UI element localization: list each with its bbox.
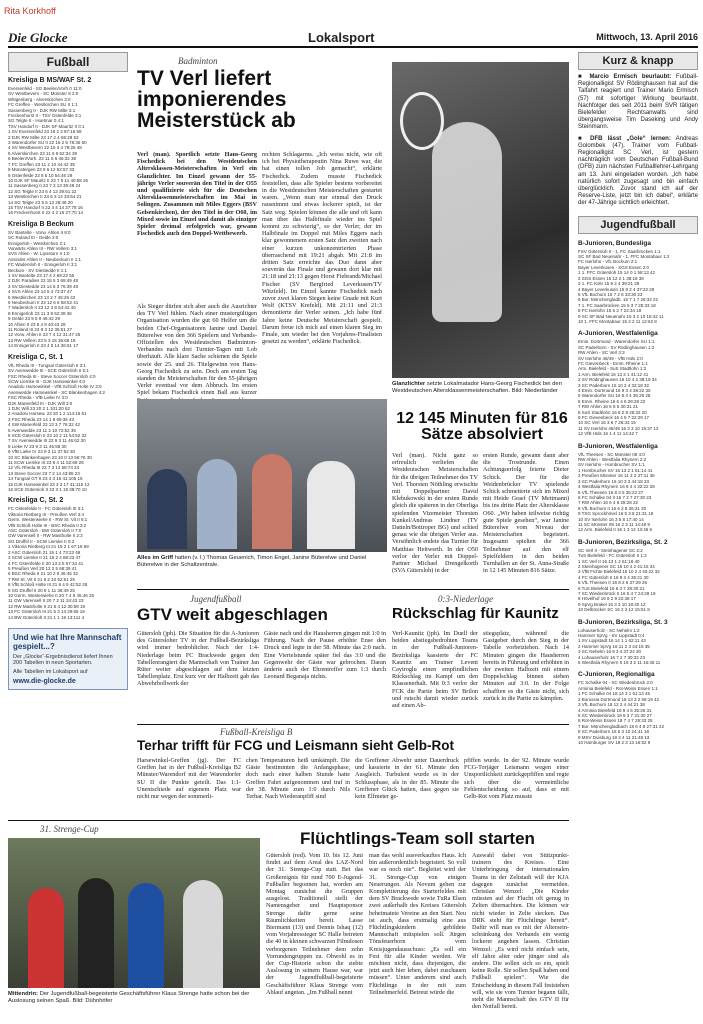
table-row: 2 Preußen Münster 16 11 3 2 37:11 36 xyxy=(578,473,655,479)
table-row: Assinder Ahlen II - Neubeckum II 1:1 xyxy=(8,256,82,262)
table-row: 5 SC Wiedenbrück 18 8 3 7 31:30 27 xyxy=(578,712,652,718)
right-sidebar xyxy=(578,52,698,1020)
table-row: 3 1. FC Köln 15 9 2 4 39:21 29 xyxy=(578,281,640,287)
gtv-kicker: Jugendfußball xyxy=(190,594,242,604)
table-title: B-Junioren, Bezirksliga, St. 3 xyxy=(578,618,668,626)
kaunitz-body-col1: Verl-Kaunitz (jph). Im Duell der beiden abstiegsbedrohten Teams in der Fußball-Junioren-Bezirksliga kassierte der FC Kaunitz am Trainer Levent Cayiroglu einen empfindlichen Rückschlag im Kampf um den Klassenerhalt. Mit 0:3 verlor der FCK die Partie beim SV Brilon und rutscht damit wieder zurück auf einen Ab- xyxy=(392,630,478,710)
caption-bold: Mittendrin: xyxy=(8,991,38,997)
table-row: SVS Ahlen - W. Lipsstorn II 1:0 xyxy=(8,251,70,257)
kaunitz-headline: Rückschlag für Kaunitz xyxy=(392,606,559,621)
table-row: FSC Rheda III - Steve Soccer Gütersloh 4:0 xyxy=(8,373,96,379)
table-row: 14 BW Gütersloh II 21 1 1 19 13:111 4 xyxy=(8,614,85,620)
short-notes xyxy=(578,74,698,208)
refugees-body-col3: Auswahl dabei von Stützpunkt-trainern des Kreises. Eine Unterbringung der internationalen Teams in der Zeltstadt will der KJA dagegen zunächst vermeiden. Christian Wenzel: „Die Kinder müssten auf der Flucht oft genug in Zelten übernachten. Die können wir nicht wieder in Zelte stecken. Das DRK steht für Flüchtlinge bereit“. Dafür will man es mit der Alterseinschränkung des Verbands ein wenig lockerer angehen lassen. Christian Wenzel: „Es wird nicht einfach sein, elf Jahre alter oder jünger sind als andere. Die sollen sich so ein, spielt keine Rolle. Sie sollen Spaß haben und Fußball spielen“. Wie die Entscheidung in diesem Fall feststehen will, wie sie vom Turnier begann fällt, steht die Mannschaft des GTV II für den Notfall bereit. xyxy=(472,852,569,1011)
table-row: 14 Ennigerloh II 23 4 5 14 36:61 17 xyxy=(8,343,79,349)
table-row: 8 SuS Stadtlohn 16 6 2 8 25:32 20 xyxy=(578,409,647,415)
ad-link[interactable]: www.die-glocke.de xyxy=(13,677,76,685)
organizers-caption xyxy=(137,555,387,575)
table-row: 10 DJK SF Mauritz II 23 7 5 11 40:58 26 xyxy=(8,177,88,183)
table-row: 7 FC Greffen 23 11 2 10 44:42 35 xyxy=(8,161,75,167)
table-row: 4 Bayer Leverkusen 15 9 2 4 37:22 29 xyxy=(578,286,655,292)
terhar-body-col3: die Greffener Abwehr unter Dauerdruck und kassierte in der 61. Minute den Ausgleich. Turbulent wurde es in der Schlussphase, als in der 85. Minute die Greffener Glück hatten, dass gegen sie kein Elfmeter ge- xyxy=(355,757,459,801)
table-row: 2 SV Rödinghausen 16 10 4 2 38:19 34 xyxy=(578,377,657,383)
table-row: FSV Gütersloh II - 1. FC Saarbrücken 1:1 xyxy=(578,248,661,254)
lead-headline: TV Verl liefert imponierendes Meisterstück ab xyxy=(137,68,296,131)
table-row: TSV Handorf II - DJK SF Mauritz II 0:1 xyxy=(8,123,85,129)
table-row: 7 RW Ahlen 16 5 6 5 30:31 21 xyxy=(578,404,638,410)
table-row: 9 FC Gievenbeck 16 4 5 7 22:29 17 xyxy=(578,415,650,421)
table-row: SC Paderborn - SV Rödinghausen 1:2 xyxy=(578,344,655,350)
caption-credit: Bild: Niederländer xyxy=(511,388,558,394)
table-row: 8 Münstergen 23 9 6 12 52:57 33 xyxy=(8,167,75,173)
lead-body-col2: rechten Schlagarms. „Ich weiss nicht, wie oft ich bei Physiotherapeutin Nina Ruwe war, die hat einen tollen Job gemacht“, erklärte Fischedick. Zudem musste Fischedick feststellen, dass alle Spieler bestens vorbereitet in die Westdeutschen Meisterschaften gestartet waren. „Wenn man nur einmal den Druck rausnimmt und etwas lockerer spielt, ist der Satz weg. Spielen können die alle und oft kann man über das Halbfinale wieder ins Spiel kommt zu schwierig“, so der Verler, der im Halbfinale im Doppel mit Miles Eggers nach klar gewonnenem ersten Satz den zweiten nach einer kurzen unkonzentrierten Phase überraschend mit 19:21 abgab. Mit 21:8 im dritten Satz erreichte das Duo dann aber souverän das Finale und gewann dort klar mit 21:18 und 21:13 gegen Horst Fiebrandt/Michael Fischer (SV Bergfried Leverkusen/TV Witzfeld). Im Einzel kannte Fischedick nach zuvor zwei klaren Siegen keine Gnade mit Kurt Wolf (KTSV Krefeld). Mit 21:11 und 21:3 demontierte der Verler seinen. „Ich habe fünf Jahre keine Deutsche Meisterschaft gespielt. Darum freue ich mich auf einen klaren Sieg im Finale, um wieder bei den Vorjahres-Finalisten gesetzt zu werden“, erklärte Fischedick. xyxy=(262,151,382,346)
ad-body: Der „Glocke“-Ergebnisdienst liefert Ihnen 200 Tabellen in neun Sportarten. xyxy=(13,653,113,666)
table-row: 8 FC Iserlohn 15 5 3 7 22:34 18 xyxy=(578,308,642,314)
table-row: Sassenberg II - DJK RW Milte 3:1 xyxy=(8,107,76,113)
table-row: FC Schalke 04 - SC Wiedenbrück 2:0 xyxy=(578,680,653,686)
table-row: 1 1. FFC Gütersloh 15 14 0 1 58:13 42 xyxy=(578,270,656,276)
table-row: 3 SCW Liemke II 21 15 2 4 88:23 47 xyxy=(8,555,81,561)
lead-kicker: Badminton xyxy=(178,56,218,66)
refugees-body-col1: Gütersloh (red). Vom 10. bis 12. Juni findet auf dem Areal des LAZ-Nord der 31. Strenge-Cup statt. Bei das Großereignis für rund 700 E-Jugend-Fußballer begonnen hat, worden am Montag zunächst die Gruppen ausgelost. Traditionell stellt der Namensgeber und Hauptsponsor Strenge dafür gerne seine Räumlichkeiten bereit. Lasse Biermann (13) und Dennis Ishaq (12) vom Vorjahressieger SC Halle betreten die 40 in kleinen schwarzen Filmdosen verborgenen Teilnehmer dem zehn Vorrundengruppen zu. Obwohl es in der Cup-Historie schon die siebte Auslosung in seinem Hause war, war der Jugendfußball-begeisterte Geschäftsführer Klaus Strenge vom Ablauf angetan. „Im Fußball nennt xyxy=(266,852,363,996)
kurz-knapp-box-title: Kurz & knapp xyxy=(578,52,698,70)
table-row: 6 SCE Gütersloh II 23 10 2 11 54:52 32 xyxy=(8,432,87,438)
table-row: 1 Arm. Bielefeld 16 13 2 1 41:12 41 xyxy=(578,371,649,377)
table-row: 1 SC Verl II 16 13 1 2 61:18 40 xyxy=(578,558,640,564)
table-row: SV Iserlohn - Hombrucher SV 1:1 xyxy=(578,462,645,468)
table-title: C-Junioren, Regionalliga xyxy=(578,671,655,679)
table-row: SG Druffel II - SCW Liemke II 0:3 xyxy=(8,538,75,544)
table-row: Anadolu Harsewinkel - VfB Schloß Holte IV 3:0 xyxy=(8,384,102,390)
table-row: Lohauserholz - SC Nehelm 1:2 xyxy=(578,627,640,633)
table-row: 7 RW Ahlen 16 6 4 6 28:28 22 xyxy=(578,500,638,506)
table-row: 1 SV Bantelte 23 17 4 2 69:22 55 xyxy=(8,273,75,278)
table-row: 12 SG Telgte II 23 6 4 13 39:61 22 xyxy=(8,188,77,194)
refugees-headline: Flüchtlings-Team soll starten xyxy=(300,830,535,847)
table-row: Germ. Westerwiehe II - RW St. Vit II 6:1 xyxy=(8,517,88,523)
table-row: 5 VfL Theesen 16 8 3 5 35:22 27 xyxy=(578,489,644,495)
table-row: 2 ASC Gütersloh 21 16 1 4 73:23 49 xyxy=(8,549,81,555)
table-row: 11 Sassenberg II 23 7 3 13 39:48 24 xyxy=(8,183,81,189)
table-row: 14 Tungsal GT II 23 4 3 16 41:105 15 xyxy=(8,476,83,482)
table-row: 2 DJK RW Milte 23 17 2 4 65:28 53 xyxy=(8,134,79,140)
table-row: SV Iserlohn 46/49 - VfB Hüls 2:0 xyxy=(578,355,643,361)
gtv-headline: GTV weit abgeschlagen xyxy=(137,606,328,623)
terhar-kicker: Fußball-Kreisliga B xyxy=(220,727,293,737)
table-title: B-Junioren, Bezirksliga, St. 2 xyxy=(578,538,668,546)
draw-photo xyxy=(8,838,260,988)
table-row: 4 FC Gütersloh II 16 9 3 4 35:21 30 xyxy=(578,574,649,580)
table-row: 8 Ennigerloh 23 11 3 9 52:38 36 xyxy=(8,310,72,316)
terhar-headline: Terhar trifft für FCG und Leismann sieht Gelb-Rot xyxy=(137,739,455,753)
table-row: Hammer SpVg - SV Lippstadt 0:4 xyxy=(578,633,645,639)
table-row: RW Ahlen - SC Verl 3:3 xyxy=(578,350,625,356)
table-row: 3 VfL Bochum 18 12 2 4 44:21 38 xyxy=(578,702,645,708)
note-title: DFB lässt „Gole“ lernen: xyxy=(590,135,671,142)
lead-photo-caption xyxy=(392,381,569,409)
table-row: 16 Freckenhorst II 22 4 2 16 27:70 14 xyxy=(8,210,84,216)
table-row: 10 SC Blankenhagen 23 10 0 13 56:76 30 xyxy=(8,454,92,460)
table-row: Bayer Leverkusen - SGS Essen 2:0 xyxy=(578,264,650,270)
table-row: 7 RW St. Vit II 21 9 2 10 52:51 29 xyxy=(8,576,75,582)
table-row: 8 VfB Schloß Holte III 21 8 4 9 42:52 28 xyxy=(8,582,88,588)
table-row: Viktoria Rietberg III - Preußen Verl 3:4 xyxy=(8,511,84,517)
watermark: Rita Korkhoff xyxy=(4,6,56,16)
table-row: 7 Wadersloh II 23 12 3 8 54:42 40 xyxy=(8,305,76,311)
table-row: 10 1. FFC Montabaur 15 2 2 11 12:62 8 xyxy=(578,318,657,324)
table-row: 11 SC Münster 08 16 2 3 11 14:48 9 xyxy=(578,521,650,527)
table-row: 15 TSV Handorf II 22 4 4 14 27:78 16 xyxy=(8,204,83,210)
score-headline: 12 145 Minuten für 816 Sätze absolviert xyxy=(396,411,568,443)
table-row: 9 TSG Sprockhövel 16 5 3 8 21:31 18 xyxy=(578,511,654,517)
table-row: 8 Lieke IV 23 9 3 11 45:58 30 xyxy=(8,443,67,449)
table-row: Emin. Dortmund - Warendorfer SU 1:1 xyxy=(578,339,655,345)
table-row: 1 Hombrucher SV 16 13 2 1 51:14 41 xyxy=(578,467,653,473)
fussball-box-title: Fußball xyxy=(8,52,128,72)
table-row: 4 Lohauserholz 16 7 2 7 30:32 23 xyxy=(578,654,646,660)
terhar-body-col4: pfiffen wurde. In der 92. Minute wurde FCG-Torjäger Leismann wegen einer Unsportlichkeit zurückgepfiffen und regte sich über die vermeintliche Fehlentscheidung so auf, dass er mit Gelb-Rot vom Platz musste xyxy=(464,757,569,801)
table-title: Kreisliga C, St. 1 xyxy=(8,353,64,361)
table-row: 1 SV Eversenfeld 23 19 2 2 87:16 59 xyxy=(8,129,82,135)
table-row: 2 Hammer SpVg 16 11 2 3 44:19 35 xyxy=(578,643,650,649)
ad-title: Und wie hat Ihre Mannschaft gespielt...? xyxy=(13,632,122,651)
table-row: 9 SpVg Brakel 16 3 3 10 18:40 12 xyxy=(578,601,646,607)
table-row: 2 DJK Paradies 23 15 5 3 69:49 48 xyxy=(8,278,79,284)
table-row: FC Ostenfelde II - FC Gütersloh III 3:1 xyxy=(8,506,85,512)
table-row: 16 SCE Gütersloh II 23 3 1 19 38:70 10 xyxy=(8,487,87,493)
note-title: Marcio Ermisch beurlaubt: xyxy=(589,74,672,80)
table-row: Arm. Bielefeld - SuS Stadtlohn 1:2 xyxy=(578,366,647,372)
table-title: B-Junioren, Bundesliga xyxy=(578,239,651,247)
table-row: 12 VfB Hüls 16 1 4 11 14:42 7 xyxy=(578,431,638,437)
table-row: 12 Vorw. Ahlen II 23 7 4 12 31:47 25 xyxy=(8,332,81,338)
table-row: Eversenfeld - SG Beelen/Vorh 0 11:0 xyxy=(8,86,82,91)
issue-date: Mittwoch, 13. April 2016 xyxy=(596,32,698,42)
table-row: 10 Ahlen II 23 8 4 9 40:43 28 xyxy=(8,321,66,327)
table-row: FC Iserlohn - VfL Bochum 2:1 xyxy=(578,259,638,265)
table-row: ASC Gütersloh - BW Gütersloh II 7:0 xyxy=(8,528,82,534)
table-title: Kreisliga B Beckum xyxy=(8,220,74,228)
gtv-body-col1: Gütersloh (jph). Die Situation für die A-Junioren des Gütersloher TV in der Fußball-Bezirksliga wird immer bedrohlicher. Nach der 1:4-Niederlage beim FC Brackwede gegen den Tabellenrangiert die Mannschaft von Trainer Jan Rüter weiter abgeschlagen auf dem letzten Tabellenplatz. Erst kurz vor der Halbzeit gab das Abwehrbollwerk der xyxy=(137,630,259,688)
jugendfussball-box-title: Jugendfußball xyxy=(578,216,698,234)
newspaper-logo: Die Glocke xyxy=(8,30,68,45)
table-row: 3 SC Paderborn 16 10 3 3 44:18 33 xyxy=(578,478,650,484)
table-row: 5 Warendorfer SU 16 8 4 4 35:25 28 xyxy=(578,393,651,399)
table-row: FC Gievenbeck - Emm. Rheine 1:1 xyxy=(578,360,648,366)
ad-link-prefix: Alle Tabellen im Lokalsport auf xyxy=(13,668,88,675)
table-row: 1 SV Lippstadt 16 14 1 1 62:11 43 xyxy=(578,638,646,644)
table-row: 8 SC Paderborn 18 5 3 10 24:41 18 xyxy=(578,729,650,735)
table-row: 7 Bor. Mönchengladbach 18 6 4 8 27:31 22 xyxy=(578,723,665,729)
table-row: 4 FC Ostenfelde II 20 13 2 5 57:34 41 xyxy=(8,560,84,566)
table-row: 6 Beelen/Vorh. 23 11 5 6 46:32 38 xyxy=(8,156,76,162)
table-row: 12 Arm. Bielefeld II 16 1 3 12 13:46 6 xyxy=(578,527,653,533)
table-row: 2 Steinhagener SC 16 10 4 2 41:16 34 xyxy=(578,563,655,569)
kaunitz-kicker: 0:3-Niederlage xyxy=(438,594,493,604)
table-row: 12 RW Mastholte II 21 5 4 12 30:59 19 xyxy=(8,603,85,609)
table-row: RW Ahlen - Westfalia Rhynern 2:2 xyxy=(578,457,647,463)
table-row: 10 Hamburger SV 18 2 3 13 16:52 9 xyxy=(578,739,651,745)
table-row: 7 SV Avenwedde III 23 9 3 11 46:62 30 xyxy=(8,438,86,444)
youth-tables xyxy=(578,240,698,746)
table-row: 6 Neubeckum II 23 12 6 6 58:52 41 xyxy=(8,300,79,306)
table-title: B-Junioren, Westfalenliga xyxy=(578,442,658,450)
table-row: 14 SG Telgte 23 5 5 13 28:48 20 xyxy=(8,199,73,205)
table-row: 10 SC Verl 16 3 6 7 26:33 15 xyxy=(578,420,636,426)
table-row: 13 FC Gütersloh III 21 5 3 13 29:65 18 xyxy=(8,609,85,615)
table-row: SV Bantelte - Vorw. Ahlen II 8:0 xyxy=(8,229,71,235)
score-body-col1: Verl (man). Nicht ganz so erfreulich verliefen die Westdeutschen Meisterschaften für die übrigen Teilnehmer des TV Verl. Thorsten Nöthling erwischte mit Doppelpartner David Klebukowski in der ersten Runde gleich die späteren in der Oberliga spielenden Vizemeister Thorsten Kunkel/Andreas Lindner (TV Datteln/Bottroper BG) und schied genau wie die übrigen Verler aus. Versöhnlich endete das Turnier für Matthias Heitwerth. In der O50 verlor der Verler mit Doppel-Partner Michael Drengelkorth (SVA Gütersloh) in der xyxy=(392,452,478,575)
lead-body-col1: Als Sieger dürfen sich aber auch die Ausrichter des TV Verl fühlen. Nach einer mustergültigen Organisation wurden die gut 60 Helfer um die beiden Chef-Organisatoren Janine und Daniel Büterelwe von den 366 Spielern und Verbands-Offiziellen des Westdeutschen Badminton-Verbandes nach drei Turnier-Tagen mit Lob überhäuft. Alle klare Sache schienen die Spiele sowie der 25. und 26. Titelgewinn von Hans-Georg Fischedick zu sein. Doch am ersten Tag standen die Meisterschaften für den 55-jährigen Verler eventual vor dem Abbruch. Im ersten Spiel bekam Fischedick einen Ball aus kurzer xyxy=(137,303,257,397)
table-row: 3 VfB Fichte Bielefeld 16 10 2 4 40:22 32 xyxy=(578,569,660,575)
organizers-photo xyxy=(137,399,387,552)
table-row: 4 Emin. Dortmund 16 9 3 4 38:22 30 xyxy=(578,388,651,393)
table-title: Kreisliga B MS/WAF St. 2 xyxy=(8,77,92,84)
table-row: 6 Emm. Rheine 16 6 4 6 29:28 22 xyxy=(578,398,646,404)
table-row: 10 Germ. Westerwiehe II 20 7 4 9 45:46 25 xyxy=(8,592,94,598)
divider xyxy=(137,589,569,590)
table-row: 11 GW Varensell II 20 7 2 11 34:43 23 xyxy=(8,598,84,604)
section-title: Lokalsport xyxy=(308,30,375,45)
table-row: 5 Westfalia Rhynern II 16 3 2 11 16:45 11 xyxy=(578,660,661,666)
table-row: 7 1. FC Saarbrücken 15 5 3 7 25:33 18 xyxy=(578,302,656,308)
refugees-body-col2: man das wohl ausverkauftes Haus. Ich bin außerordentlich begeistert. So voll war es noch nie“. Begleitet wird der 31. Strenge-Cup von einigen Neuerungen. Als Novum gehen zur Komplettierung des Starterfeldes mit dem SV Brackwede sowie TuRa Elsen zwei außerhalb des Kreises Gütersloh beheimatete Vereine an den Start. Neu ist auch, dass erstmalig eine aus Flüchtlingskindern gebildete Mannschaft mitspielen soll. Jürgen Tönsfeuerborn vom Kreisjugendausschuss: „Es soll ein Fest für alle Kinder werden. Wir möchten nicht, dass diejenigen, die jetzt auch hier leben, dabei zuschauen müssen“. Unter anderem sind auch Flüchtlinge in der mit zum Teilnehmerfeld. Betreut würde die xyxy=(369,852,466,996)
caption-bold: Glanzlichter xyxy=(392,381,426,387)
table-row: FC Wadersloh II - Ennigerloh II 3:1 xyxy=(8,262,78,268)
table-row: 2 SGS Essen 15 12 2 1 38:18 38 xyxy=(578,275,644,281)
table-row: 9 Oelde 23 9 5 9 46:42 29 xyxy=(8,316,61,322)
table-row: 8 Hövelhof 16 5 2 9 22:38 17 xyxy=(578,596,636,602)
score-body-col2: ersten Runde, gewann dann aber die Trostrunde. Einen Achtungserfolg feierte Dieter Schick. Der für die Weidenbrücker TV spielende Schick schmetterte sich im Mixed mit Heide Graef (TV Mettmann) bis ins dritte Platz der Altersklasse O60. „Wir haben teilweise richtig gute Spiele gesehen“, war Janine Büterelwe vom Niveau der Meisterschaften begeistert. Insgesamt spielten die 366 Teilnehmer auf den elf Spielfeldern in den beiden Turnhallen an der St. Anna-Straße in 12 145 Minuten 816 Sätze. xyxy=(483,452,569,575)
table-row: 1 Viktoria Rietberg III 21 19 2 1 67:18 59 xyxy=(8,544,89,550)
gtv-body-col2: Gäste nach und die Hausherren gingen mit 1:0 in Führung. Nach der Pause erhöhte Ense den Druck und legte in der 58. Minute das 2:0 nach. Eine Viertelstunde später fiel das 3:0 und die Gegenwehr der Gäste war gebrochen. Daran änderte auch der Ehrentreffer zum 1:3 durch Leonard Beganaja nichts. xyxy=(264,630,386,681)
table-row: 3 SV Diestedde 23 14 6 3 76:39 48 xyxy=(8,283,79,289)
table-row: 10 SV Iserlohn 16 3 5 8 17:40 14 xyxy=(578,516,644,522)
draw-photo-caption xyxy=(8,991,260,1015)
table-row: Freckenhorst II - TSV Ostenfelde 3:1 xyxy=(8,113,82,119)
table-row: 5 Avenwedde 23 11 2 10 72:52 35 xyxy=(8,427,76,433)
table-row: 6 Rot-Weiss Essen 18 7 4 7 29:33 25 xyxy=(578,718,653,724)
table-row: 8 VfL Bochum II 16 6 2 8 26:31 20 xyxy=(578,505,647,511)
table-row: 15 DJK Harsewinkel 23 3 3 17 41:115 12 xyxy=(8,481,90,487)
table-row: GW Varensell II - RW Mastholte II 2:3 xyxy=(8,533,83,539)
table-row: DJK Marienfeld III - DJK Will 3:0 xyxy=(8,400,73,406)
table-row: Vorwärts Ahlen III - RW Vellern 3:1 xyxy=(8,245,77,251)
terhar-body-col2: chen Temperaturen heiß umkämpft. Die Gäste bestimmten die Anfangsphase, doch nach einer halben Stunde hatte Greffen Fahrt aufgenommen und traf in der 38. Minute zum 1:0 durch Nils Terhar. Nach Wiederanpfiff sind xyxy=(246,757,350,801)
table-row: 5 VfL Bochum 15 7 2 6 33:30 23 xyxy=(578,291,643,297)
league-tables xyxy=(8,77,128,620)
table-row: 3 Warendorfer SU II 22 16 2 5 78:35 50 xyxy=(8,140,87,146)
table-row: 11 Roland III 23 8 3 12 36:51 27 xyxy=(8,327,72,333)
table-row: Beckum - SV Diestedde II 1:1 xyxy=(8,267,68,273)
table-row: FSC Rheda - VfB Lieke IV 3:0 xyxy=(8,395,68,401)
caption-text: hatten (v. l.) Thomas Geuenich, Timon Engel, Janine Büterelwe und Daniel Büterelwe in der Schaltzentrale. xyxy=(137,555,367,568)
badminton-player-photo xyxy=(392,62,569,378)
table-row: 6 FC Schalke 04 II 16 7 2 7 27:30 23 xyxy=(578,494,652,500)
table-row: 9 SC SF Bad Neuenahr 15 3 2 10 18:42 11 xyxy=(578,313,664,319)
table-row: 12 VfL Rheda III 23 7 3 13 58:74 24 xyxy=(8,465,80,471)
caption-text: setzte Lokalmatador Hans-Georg Fischedick bei den Westdeutschen Altersklassenmeisterschaften. xyxy=(392,381,562,394)
table-title: Kreisliga C, St. 2 xyxy=(8,497,64,505)
table-row: 9 Ostenfelde 23 8 5 10 54:46 29 xyxy=(8,172,73,178)
table-row: 5 Alverskirchen 23 11 6 6 52:34 39 xyxy=(8,150,77,156)
terhar-body-col1: Harsewinkel-Greffen (jg). Der FC Greffen hat in der Fußball-Kreisliga B2 Münster/Warendorf mit der Warendorfer SU II die Punkte geteilt. Das 1:1-Unentschiede auf eigenem Platz war nicht nur wegen der sommerli- xyxy=(137,757,241,801)
divider xyxy=(8,820,569,821)
table-row: SCW Liemke III - DJK Harsewinkel 4:0 xyxy=(8,378,86,384)
divider xyxy=(137,724,569,725)
table-row: Arminia Bielefeld - Rot-Weiss Essen 1:1 xyxy=(578,685,658,691)
table-row: 13 Westkirchen II 23 6 3 14 33:64 21 xyxy=(8,194,82,200)
masthead xyxy=(8,30,698,48)
table-row: FC Greffen - Westkirchen SU II 1:1 xyxy=(8,102,78,108)
table-row: 3 FSC Rheda 23 14 1 8 69:35 43 xyxy=(8,416,75,422)
table-row: SG Telgte II - Hoetmar 0 4:1 xyxy=(8,118,64,124)
table-row: 9 VfB Lieke IV 23 9 3 11 37:52 30 xyxy=(8,449,75,455)
note-text: Andreas Golombek (47), Trainer vom Fußball-Regionalligist SC Verl, ist gestern nachträglich vom Deutschen Fußball-Bund (DFB) zum nächsten Fußballlehrer-Lehrgang am 13. Juni eingeladen worden. „Ich habe natürlich sofort zugesagt und bin einfach überglücklich. Zuvor stand ich auf der Reserve-Liste, jetzt bin ich dabei“, erklärte der 47-Jährige sichtlich erleichtert. xyxy=(578,135,698,207)
table-row: 10 Delbrücker SC 16 2 2 12 15:51 8 xyxy=(578,607,650,613)
table-row: 4 Arminia Bielefeld 18 9 4 5 35:26 31 xyxy=(578,707,652,713)
table-row: 6 Bor. Mönchengladb. 15 7 1 7 28:32 22 xyxy=(578,297,659,303)
table-row: 11 SCW Liemke III 23 8 4 11 52:69 28 xyxy=(8,460,84,465)
table-row: Avenwedde Harsewinkel - SC Blankenhagen 4:2 xyxy=(8,389,105,395)
table-row: 9 SG Druffel II 20 8 1 11 38:49 25 xyxy=(8,587,75,593)
table-row: 2 Borussia Dortmund 18 13 3 2 58:19 42 xyxy=(578,696,660,702)
caption-bold: Alles im Griff xyxy=(137,555,174,561)
table-row: TuS Bielefeld - FC Gütersloh II 1:3 xyxy=(578,553,647,559)
caption-text: Der Jugendfußball-begeisterte Geschäftsführer Klaus Strenge hatte schon bei der Auslosung seinen Spaß. Bild: Dühnhöfer xyxy=(8,991,250,1004)
table-row: 5 VfL Theesen II 16 8 2 6 37:29 26 xyxy=(578,580,648,586)
results-ad[interactable] xyxy=(8,628,128,690)
note-text: Fußball-Regionalligist SV Rödinghausen hat auf die Talfahrt reagiert und Trainer Mario Ermisch (57) mit sofortiger Wirkung beurlaubt. Nachfolger des seit 2011 beim SVR tätigen Bielefelder Rechtsanwalts sind übergangsweise Tim Daseking und Andy Steinmann. xyxy=(578,74,698,131)
table-row: 1 FC Schalke 04 18 14 3 1 61:13 45 xyxy=(578,691,651,697)
table-row: VfL Rheda III - Tungsal Gütersloh II 3:1 xyxy=(8,362,86,368)
lead-intro: Verl (man). Sportlich setzte Hans-Georg Fischedick bei den Westdeutschen Altersklassen-Meisterschaften in Verl ein Glanzlichter. Im Einzel gewann der 55-jährige Verler souverän den Titel in der O55 und qualifizierte sich für die Deutschen Altersklassenmeisterschaften im Mai in Solingen. Zusammen mit Miles Eggers (BSV Gelsenkirchen), der den Titel in der O60, im Mixed sowie im Einzel und damit als einziger Spieler dreimal erfolgreich war, gewann Fischedick auch den Doppel-Wettbewerb. xyxy=(137,151,257,238)
table-row: 2 Anadolu Harsew. 23 20 1 2 114:16 61 xyxy=(8,411,87,417)
refugees-kicker: 31. Strenge-Cup xyxy=(40,824,99,834)
table-row: 4 Westfalia Rhynern 16 8 4 4 32:22 28 xyxy=(578,484,655,490)
table-row: 7 SC Wiedenbrück II 16 5 4 7 24:28 19 xyxy=(578,591,656,596)
table-row: 4 SV Westbevern 22 15 3 4 79:26 48 xyxy=(8,145,82,151)
table-row: 5 Westkirchen 23 13 2 7 45:26 42 xyxy=(8,294,76,300)
table-row: 13 Steve Soccer 23 7 2 14 43:85 23 xyxy=(8,470,80,476)
short-note: ■ DFB lässt „Gole“ lernen: Andreas Golombek (47), Trainer vom Fußball-Regionalligist SC Verl, ist gestern nachträglich vom Deutschen Fußball-Bund (DFB) zum nächsten Fußballlehrer-Lehrgang am 13. Juni eingeladen worden. „Ich habe natürlich sofort zugesagt und bin einfach überglücklich. Zuvor stand ich auf der Reserve-Liste, jetzt bin ich dabei“, erklärte der 47-Jährige sichtlich erleichtert. xyxy=(578,135,698,207)
table-row: 11 SV Iserlohn 46/49 16 3 3 10 19:37 12 xyxy=(578,425,659,431)
table-row: SV Avenwedde III - SCE Gütersloh II 5:1 xyxy=(8,368,89,374)
table-row: VfL Theesen - SC Münster 08 4:0 xyxy=(578,451,645,457)
table-row: SC Roland III - Oelde 2:0 xyxy=(8,235,59,241)
table-row: 4 SVS Ahlen 23 14 5 4 73:37 47 xyxy=(8,289,73,295)
kaunitz-body-col2: stiegsplatz, während die Gastgeber durch den Sieg in der Tabelle vorbeiziehen. Nach 14 Minuten gingen die Hausherren bereits in Führung und erhöhten in der zweiten Halbzeit mit einem Doppelschlag binnen sieben Minuten auf 3:0. In der Folge schafften es die Gäste nicht, sich zurück in die Partie zu kämpfen. xyxy=(483,630,569,702)
table-row: Wittgenberg - Alverskirchen 3:0 xyxy=(8,96,71,102)
table-row: 6 BSC Rheda II 21 10 2 9 46:45 32 xyxy=(8,571,79,577)
table-row: Ennigerloh - Westkirchen 2:1 xyxy=(8,240,66,246)
table-row: 5 Preußen Verl 20 13 2 5 68:39 41 xyxy=(8,565,77,571)
short-note: ■ Marcio Ermisch beurlaubt: Fußball-Regionalligist SV Rödinghausen hat auf die Talfahrt reagiert und Trainer Mario Ermisch (57) mit sofortiger Wirkung beurlaubt. Nachfolger des seit 2011 beim SVR tätigen Bielefelder Rechtsanwalts sind übergangsweise Tim Daseking und Andy Steinmann. xyxy=(578,74,698,131)
table-row: 3 SC Paderborn 16 10 2 4 32:18 32 xyxy=(578,382,650,388)
table-row: SV Westbevern - SC Münster 8 2:0 xyxy=(8,91,79,97)
table-title: A-Junioren, Westfalenliga xyxy=(578,330,658,338)
table-row: SC Verl II - Steinhagener SC 2:2 xyxy=(578,547,643,553)
table-row: 6 TuS Bielefeld 16 6 3 7 28:30 21 xyxy=(578,585,645,591)
table-row: 1 DJK Will 23 20 2 1 101:20 62 xyxy=(8,405,71,411)
table-row: 3 SC Nehelm 16 9 3 4 37:24 30 xyxy=(578,649,642,655)
table-row: 13 RW Vellern 23 5 3 15 36:68 18 xyxy=(8,337,76,343)
table-row: 4 SW Marienfeld 23 13 3 7 76:32 42 xyxy=(8,422,81,428)
table-row: VfB Schloß Holte III - BSC Rheda II 3:2 xyxy=(8,522,87,528)
table-row: SC SF Bad Neuenahr - 1. FFC Montabaur 1:2 xyxy=(578,254,670,260)
table-row: 9 MSV Duisburg 18 3 4 11 21:48 13 xyxy=(578,734,650,740)
